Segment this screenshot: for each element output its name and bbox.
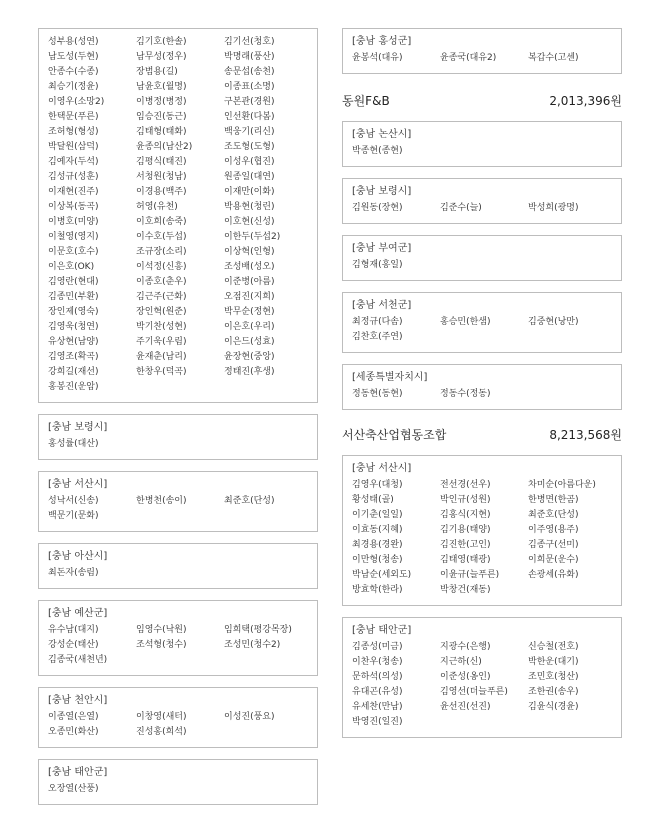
region-title: [충남 천안시] [48, 695, 108, 706]
name-item: 이철영(영지) [48, 232, 99, 242]
name-item: 이찬우(청송) [352, 657, 403, 667]
name-item: 이석정(신흥) [136, 262, 187, 272]
name-list [48, 710, 308, 740]
name-item: 이종열(은열) [48, 712, 99, 722]
name-list [352, 144, 612, 159]
region-title: [충남 태안군] [352, 625, 412, 636]
name-item: 이영우(소망2) [48, 97, 105, 107]
name-item: 조한권(송우) [528, 687, 579, 697]
name-item: 정태진(후생) [224, 367, 275, 377]
name-item: 박명래(풍산) [224, 52, 275, 62]
name-list [352, 387, 612, 402]
name-item: 이병호(미양) [48, 217, 99, 227]
name-item: 조허형(형성) [48, 127, 99, 137]
name-item: 김진한(고인) [440, 540, 491, 550]
name-list [352, 201, 612, 216]
name-item: 성낙서(신송) [48, 496, 99, 506]
region-title: [충남 보령시] [48, 422, 108, 433]
name-item: 김영조(확곡) [48, 352, 99, 362]
name-item: 강성순(태산) [48, 640, 99, 650]
region-box [38, 687, 318, 748]
name-item: 백문기(문화) [48, 511, 99, 521]
name-item: 이주영(용주) [528, 525, 579, 535]
name-item: 최경용(경완) [352, 540, 403, 550]
company-name: 동원F&B [342, 94, 390, 108]
name-item: 인선환(다봄) [224, 112, 275, 122]
name-item: 조도형(도형) [224, 142, 275, 152]
name-item: 지근하(신) [440, 657, 482, 667]
name-item: 박한운(대기) [528, 657, 579, 667]
name-list [48, 437, 308, 452]
name-item: 이종표(소명) [224, 82, 275, 92]
name-item: 박남순(세외도) [352, 570, 412, 580]
name-item: 장범용(길) [136, 67, 178, 77]
company-header-dongwon [342, 92, 622, 109]
name-item: 차미순(아름다운) [528, 480, 596, 490]
name-item: 임영수(낙원) [136, 625, 187, 635]
region-title: [충남 예산군] [48, 608, 108, 619]
name-item: 김영우(대청) [352, 480, 403, 490]
name-item: 한택문(푸른) [48, 112, 99, 122]
name-item: 강희길(재선) [48, 367, 99, 377]
name-item: 박창건(재동) [440, 585, 491, 595]
region-box [342, 178, 622, 224]
name-item: 김태형(태화) [136, 127, 187, 137]
name-item: 김준수(늘) [440, 203, 482, 213]
region-box [38, 600, 318, 676]
region-title: [충남 서천군] [352, 300, 412, 311]
name-item: 김종국(새천년) [48, 655, 108, 665]
name-item: 구본관(경원) [224, 97, 275, 107]
region-title: [충남 서산시] [48, 479, 108, 490]
name-item: 이재현(진주) [48, 187, 99, 197]
name-item: 박영진(일진) [352, 717, 403, 727]
name-list [352, 640, 612, 730]
company-amount: 8,213,568원 [549, 428, 622, 442]
region-title: [충남 서산시] [352, 463, 412, 474]
name-item: 김원동(장현) [352, 203, 403, 213]
name-item: 윤선진(선진) [440, 702, 491, 712]
name-item: 유세찬(만남) [352, 702, 403, 712]
name-item: 홍성률(대산) [48, 439, 99, 449]
name-item: 이효동(지혜) [352, 525, 403, 535]
name-item: 김종성(미금) [352, 642, 403, 652]
name-item: 이기춘(일일) [352, 510, 403, 520]
company-header-seosan [342, 426, 622, 443]
name-item: 남무성(정우) [136, 52, 187, 62]
name-item: 김종구(선미) [528, 540, 579, 550]
name-list [48, 623, 308, 668]
name-item: 김예자(두석) [48, 157, 99, 167]
region-box [342, 28, 622, 74]
name-item: 조민호(청산) [528, 672, 579, 682]
region-box [342, 235, 622, 281]
name-item: 김영란(현대) [48, 277, 99, 287]
region-box [38, 543, 318, 589]
name-item: 허영(유천) [136, 202, 178, 212]
name-item: 백웅기(리신) [224, 127, 275, 137]
name-item: 김기용(태양) [440, 525, 491, 535]
name-item: 오장열(산풍) [48, 784, 99, 794]
name-item: 이수호(두섭) [136, 232, 187, 242]
name-item: 최준호(단성) [528, 510, 579, 520]
region-title: [충남 부여군] [352, 243, 412, 254]
region-title: [충남 보령시] [352, 186, 412, 197]
name-item: 이성우(협진) [224, 157, 275, 167]
name-item: 윤장현(중앙) [224, 352, 275, 362]
name-item: 김홍식(지현) [440, 510, 491, 520]
name-item: 이희문(운수) [528, 555, 579, 565]
name-item: 최준호(단성) [224, 496, 275, 506]
name-item: 신승철(전호) [528, 642, 579, 652]
region-title: [충남 아산시] [48, 551, 108, 562]
name-item: 윤봉석(대유) [352, 53, 403, 63]
name-item: 김평식(태진) [136, 157, 187, 167]
name-item: 황성태(골) [352, 495, 394, 505]
name-item: 최승기(정윤) [48, 82, 99, 92]
name-item: 이은드(성효) [224, 337, 275, 347]
region-box [342, 455, 622, 606]
company-name: 서산축산업협동조합 [342, 428, 447, 442]
name-item: 한창우(덕곡) [136, 367, 187, 377]
name-item: 남윤호(월명) [136, 82, 187, 92]
region-box [342, 617, 622, 738]
name-item: 김영선(더늘푸른) [440, 687, 508, 697]
name-item: 정동수(정동) [440, 389, 491, 399]
name-item: 이종호(춘우) [136, 277, 187, 287]
name-item: 김성규(성훈) [48, 172, 99, 182]
name-item: 박인규(성원) [440, 495, 491, 505]
name-item: 정동현(동현) [352, 389, 403, 399]
name-item: 이문호(호수) [48, 247, 99, 257]
name-item: 조성배(성오) [224, 262, 275, 272]
name-item: 지광수(은행) [440, 642, 491, 652]
name-item: 김중현(낭만) [528, 317, 579, 327]
name-item: 방효학(한라) [352, 585, 403, 595]
name-list [48, 494, 308, 524]
region-box [342, 292, 622, 353]
name-item: 문하석(의성) [352, 672, 403, 682]
name-item: 박달원(삼덕) [48, 142, 99, 152]
name-item: 손광세(유화) [528, 570, 579, 580]
name-item: 이재만(이화) [224, 187, 275, 197]
region-box [38, 28, 318, 403]
name-list [352, 51, 612, 66]
name-item: 이경용(백주) [136, 187, 187, 197]
region-title: [충남 홍성군] [352, 36, 412, 47]
name-item: 이상혁(인형) [224, 247, 275, 257]
name-item: 김윤식(경윤) [528, 702, 579, 712]
name-item: 조규장(소리) [136, 247, 187, 257]
name-item: 오점진(지희) [224, 292, 275, 302]
name-item: 김형재(홍일) [352, 260, 403, 270]
name-item: 홍승민(한샘) [440, 317, 491, 327]
name-item: 전선경(선우) [440, 480, 491, 490]
region-box [38, 414, 318, 460]
name-item: 임희택(평강목장) [224, 625, 292, 635]
name-item: 이병정(병정) [136, 97, 187, 107]
region-box [38, 471, 318, 532]
name-item: 진성홍(희석) [136, 727, 187, 737]
region-box [342, 364, 622, 410]
name-item: 한병천(송이) [136, 496, 187, 506]
name-item: 이상복(동곡) [48, 202, 99, 212]
name-item: 윤종의(남산2) [136, 142, 193, 152]
name-item: 이호현(신성) [224, 217, 275, 227]
name-item: 오종민(화산) [48, 727, 99, 737]
name-item: 이준성(옹인) [440, 672, 491, 682]
name-item: 김기선(청호) [224, 37, 275, 47]
name-item: 이호희(송죽) [136, 217, 187, 227]
name-list [48, 35, 308, 395]
name-item: 남도성(두현) [48, 52, 99, 62]
name-item: 송문섭(송천) [224, 67, 275, 77]
region-box [342, 121, 622, 167]
name-item: 이은호(OK) [48, 262, 95, 272]
name-item: 복갑수(고센) [528, 53, 579, 63]
name-item: 이성진(풍요) [224, 712, 275, 722]
name-item: 이윤규(늘푸른) [440, 570, 500, 580]
right-column [342, 28, 622, 749]
name-item: 서청원(청남) [136, 172, 187, 182]
name-item: 한병면(한곰) [528, 495, 579, 505]
name-item: 이한두(두섭2) [224, 232, 281, 242]
name-item: 성부용(성연) [48, 37, 99, 47]
name-item: 최정규(다솜) [352, 317, 403, 327]
company-amount: 2,013,396원 [549, 94, 622, 108]
name-item: 조성민(청수2) [224, 640, 281, 650]
name-item: 장인제(영숙) [48, 307, 99, 317]
name-item: 유대곤(유성) [352, 687, 403, 697]
name-item: 박종현(종현) [352, 146, 403, 156]
name-item: 최돈자(송림) [48, 568, 99, 578]
name-item: 장인혁(원준) [136, 307, 187, 317]
name-item: 안종수(수종) [48, 67, 99, 77]
name-list [352, 315, 612, 345]
region-title: [충남 논산시] [352, 129, 412, 140]
region-title: [충남 태안군] [48, 767, 108, 778]
name-item: 윤종국(대유2) [440, 53, 497, 63]
name-item: 박기찬(성현) [136, 322, 187, 332]
name-list [352, 478, 612, 598]
name-item: 임승진(동근) [136, 112, 187, 122]
name-item: 주기욱(우림) [136, 337, 187, 347]
name-item: 김태영(태광) [440, 555, 491, 565]
name-item: 김기호(한솔) [136, 37, 187, 47]
left-column [38, 28, 318, 816]
region-box [38, 759, 318, 805]
name-list [352, 258, 612, 273]
name-item: 김영욱(청연) [48, 322, 99, 332]
name-item: 홍봉진(운암) [48, 382, 99, 392]
name-item: 김근주(근화) [136, 292, 187, 302]
name-item: 이준병(아름) [224, 277, 275, 287]
name-item: 이창영(새터) [136, 712, 187, 722]
name-item: 유상현(남양) [48, 337, 99, 347]
name-item: 원종일(대연) [224, 172, 275, 182]
name-item: 박성희(광명) [528, 203, 579, 213]
name-item: 조석형(청수) [136, 640, 187, 650]
name-item: 박용현(청린) [224, 202, 275, 212]
name-item: 이만형(청송) [352, 555, 403, 565]
name-item: 박무순(정현) [224, 307, 275, 317]
name-item: 이은호(우리) [224, 322, 275, 332]
name-list [48, 566, 308, 581]
name-item: 윤재춘(남리) [136, 352, 187, 362]
name-item: 김찬호(주연) [352, 332, 403, 342]
region-title: [세종특별자치시] [352, 372, 428, 383]
name-item: 유수남(대지) [48, 625, 99, 635]
name-list [48, 782, 308, 797]
name-item: 김종민(부환) [48, 292, 99, 302]
